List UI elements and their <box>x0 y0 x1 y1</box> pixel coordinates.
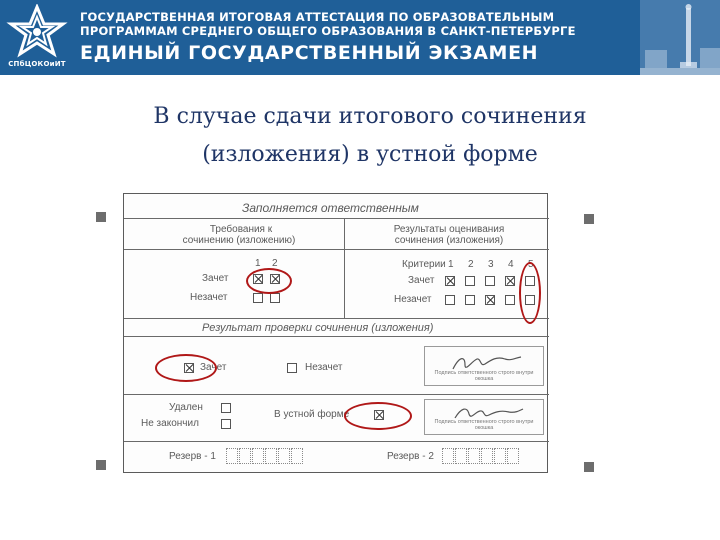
result-pass-label: Зачет <box>200 362 227 373</box>
reserve-1-cell[interactable] <box>278 448 290 464</box>
highlight-oral-form <box>344 402 412 430</box>
requirements-title-2: сочинению (изложению) <box>182 235 296 246</box>
criteria-label: Критерии <box>402 259 446 270</box>
registration-marker <box>96 212 106 222</box>
registration-marker <box>584 462 594 472</box>
reserve-1-cell[interactable] <box>265 448 277 464</box>
results-title-2: сочинения (изложения) <box>394 235 504 246</box>
header-line-1: ГОСУДАРСТВЕННАЯ ИТОГОВАЯ АТТЕСТАЦИЯ ПО ОБРАЗОВАТЕЛЬНЫМ <box>80 10 555 24</box>
header-line-2: ПРОГРАММАМ СРЕДНЕГО ОБЩЕГО ОБРАЗОВАНИЯ В САНКТ-ПЕТЕРБУРГЕ <box>80 24 576 38</box>
results-title-1: Результаты оценивания <box>393 224 505 235</box>
criterion-4-header: 4 <box>508 259 514 270</box>
requirements-fail-label: Незачет <box>190 292 228 303</box>
criterion-5-header: 5 <box>528 259 534 270</box>
results-pass-label: Зачет <box>408 275 435 286</box>
criterion-2-header: 2 <box>468 259 474 270</box>
answer-form-scan <box>123 193 548 473</box>
requirements-pass-label: Зачет <box>202 273 229 284</box>
criterion-3-pass-checkbox[interactable] <box>485 276 495 286</box>
result-fail-label: Незачет <box>305 362 343 373</box>
result-fail-checkbox[interactable] <box>287 363 297 373</box>
requirements-title-1: Требования к <box>209 224 273 235</box>
highlight-requirements-pass <box>246 268 292 294</box>
signature-caption-1: Подпись ответственного строго внутри окошка <box>434 370 534 382</box>
reserve-2-cell[interactable] <box>442 448 454 464</box>
header-banner <box>0 0 720 75</box>
reserve-2-cell[interactable] <box>481 448 493 464</box>
heading-line-2: (изложения) в устной форме <box>202 142 538 167</box>
reserve-2-cell[interactable] <box>455 448 467 464</box>
reserve-1-cell[interactable] <box>291 448 303 464</box>
not-finished-label: Не закончил <box>141 418 199 429</box>
criterion-1-header: 1 <box>448 259 454 270</box>
reserve-2-cell[interactable] <box>507 448 519 464</box>
reserve-1-cell[interactable] <box>239 448 251 464</box>
requirement-2-fail-checkbox[interactable] <box>270 293 280 303</box>
form-top-title: Заполняется ответственным <box>242 201 419 215</box>
check-result-title: Результат проверки сочинения (изложения) <box>202 322 434 334</box>
signature-box-1 <box>424 346 544 386</box>
requirement-col-1: 1 <box>255 258 261 269</box>
removed-checkbox[interactable] <box>221 403 231 413</box>
reserve-2-label: Резерв - 2 <box>387 451 434 462</box>
slide-heading <box>0 98 720 174</box>
removed-label: Удален <box>169 402 203 413</box>
star-logo-icon <box>6 4 68 62</box>
registration-marker <box>96 460 106 470</box>
highlight-result-pass <box>155 354 217 382</box>
oral-form-label: В устной форме <box>274 409 350 420</box>
signature-box-2 <box>424 399 544 435</box>
registration-marker <box>584 214 594 224</box>
criterion-2-fail-checkbox[interactable] <box>465 295 475 305</box>
criterion-3-header: 3 <box>488 259 494 270</box>
heading-line-1: В случае сдачи итогового сочинения <box>153 104 587 129</box>
criterion-1-fail-checkbox[interactable] <box>445 295 455 305</box>
logo-text: СПбЦОКОиИТ <box>8 60 66 68</box>
criterion-2-pass-checkbox[interactable] <box>465 276 475 286</box>
highlight-criterion-5 <box>519 262 541 324</box>
reserve-1-label: Резерв - 1 <box>169 451 216 462</box>
reserve-1-cell[interactable] <box>252 448 264 464</box>
header-title: ЕДИНЫЙ ГОСУДАРСТВЕННЫЙ ЭКЗАМЕН <box>80 42 539 64</box>
reserve-2-cell[interactable] <box>468 448 480 464</box>
reserve-2-cell[interactable] <box>494 448 506 464</box>
requirement-1-fail-checkbox[interactable] <box>253 293 263 303</box>
criterion-1-pass-checkbox[interactable] <box>445 276 455 286</box>
not-finished-checkbox[interactable] <box>221 419 231 429</box>
reserve-1-cell[interactable] <box>226 448 238 464</box>
criterion-4-fail-checkbox[interactable] <box>505 295 515 305</box>
requirement-col-2: 2 <box>272 258 278 269</box>
results-fail-label: Незачет <box>394 294 432 305</box>
alexander-column-photo <box>640 0 720 75</box>
criterion-4-pass-checkbox[interactable] <box>505 276 515 286</box>
criterion-3-fail-checkbox[interactable] <box>485 295 495 305</box>
signature-caption-2: Подпись ответственного строго внутри окошка <box>434 419 534 431</box>
